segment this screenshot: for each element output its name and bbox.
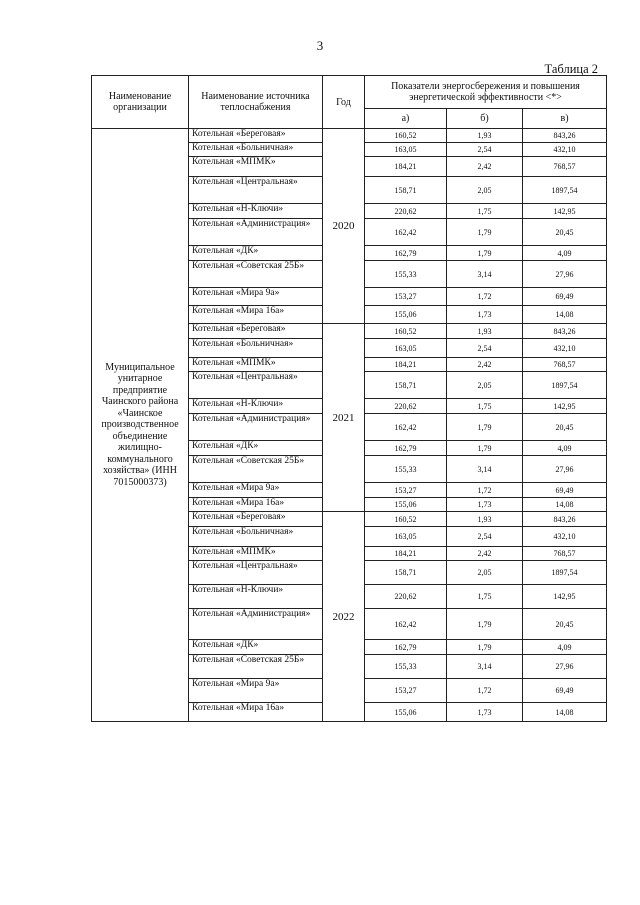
heat-source-name: Котельная «Мира 16а» xyxy=(189,306,323,324)
indicator-value-b: 3,14 xyxy=(447,261,523,288)
indicator-value-c: 1897,54 xyxy=(523,372,607,399)
indicator-value-c: 142,95 xyxy=(523,204,607,219)
indicator-value-a: 160,52 xyxy=(365,512,447,527)
indicator-value-b: 2,54 xyxy=(447,143,523,157)
indicator-value-a: 184,21 xyxy=(365,547,447,561)
indicator-value-c: 432,10 xyxy=(523,339,607,358)
indicator-value-a: 155,06 xyxy=(365,498,447,512)
heat-source-name: Котельная «Советская 25Б» xyxy=(189,261,323,288)
indicator-value-c: 432,10 xyxy=(523,143,607,157)
indicator-value-c: 142,95 xyxy=(523,399,607,414)
indicator-value-c: 768,57 xyxy=(523,157,607,177)
heat-source-name: Котельная «Администрация» xyxy=(189,414,323,441)
indicator-value-a: 155,33 xyxy=(365,655,447,679)
indicator-value-b: 1,79 xyxy=(447,640,523,655)
indicator-value-a: 155,06 xyxy=(365,703,447,722)
indicator-value-b: 2,05 xyxy=(447,177,523,204)
indicator-value-b: 2,42 xyxy=(447,358,523,372)
indicator-value-c: 142,95 xyxy=(523,585,607,609)
indicator-value-a: 163,05 xyxy=(365,527,447,547)
indicator-value-c: 27,96 xyxy=(523,456,607,483)
indicator-value-b: 1,75 xyxy=(447,399,523,414)
heat-source-name: Котельная «ДК» xyxy=(189,441,323,456)
heat-source-name: Котельная «Советская 25Б» xyxy=(189,456,323,483)
indicator-value-c: 843,26 xyxy=(523,324,607,339)
heat-source-name: Котельная «Советская 25Б» xyxy=(189,655,323,679)
indicator-value-b: 1,93 xyxy=(447,324,523,339)
indicator-value-c: 768,57 xyxy=(523,547,607,561)
heat-source-name: Котельная «Мира 16а» xyxy=(189,498,323,512)
indicator-value-a: 153,27 xyxy=(365,288,447,306)
heat-source-name: Котельная «Береговая» xyxy=(189,324,323,339)
heat-source-name: Котельная «Администрация» xyxy=(189,219,323,246)
indicator-value-c: 843,26 xyxy=(523,129,607,143)
indicator-value-b: 2,54 xyxy=(447,527,523,547)
indicator-value-c: 4,09 xyxy=(523,246,607,261)
heat-source-name: Котельная «Центральная» xyxy=(189,177,323,204)
table-caption: Таблица 2 xyxy=(544,62,598,76)
indicator-value-b: 1,93 xyxy=(447,512,523,527)
heat-source-name: Котельная «ДК» xyxy=(189,640,323,655)
table-row xyxy=(92,129,607,143)
heat-source-name: Котельная «МПМК» xyxy=(189,358,323,372)
indicator-value-b: 1,75 xyxy=(447,204,523,219)
header-year: Год xyxy=(323,76,365,129)
indicator-value-c: 20,45 xyxy=(523,219,607,246)
indicator-value-a: 162,42 xyxy=(365,219,447,246)
table-body xyxy=(92,129,607,722)
indicator-value-c: 4,09 xyxy=(523,640,607,655)
heat-source-name: Котельная «Мира 9а» xyxy=(189,483,323,498)
header-col-b: б) xyxy=(447,109,523,129)
indicator-value-c: 20,45 xyxy=(523,609,607,640)
organization-cell: Муниципальное унитарное предприятие Чаинского района «Чаинское производственное объединение жилищно-коммунального хозяйства» (ИНН 7015000373) xyxy=(92,129,189,722)
heat-source-name: Котельная «МПМК» xyxy=(189,157,323,177)
heat-source-name: Котельная «Больничная» xyxy=(189,527,323,547)
year-cell: 2022 xyxy=(323,512,365,722)
indicator-value-a: 155,06 xyxy=(365,306,447,324)
indicator-value-a: 220,62 xyxy=(365,399,447,414)
heat-source-name: Котельная «Береговая» xyxy=(189,129,323,143)
indicator-value-c: 69,49 xyxy=(523,679,607,703)
heat-source-name: Котельная «ДК» xyxy=(189,246,323,261)
indicator-value-a: 162,79 xyxy=(365,246,447,261)
indicator-value-b: 3,14 xyxy=(447,456,523,483)
header-col-a: а) xyxy=(365,109,447,129)
heat-source-name: Котельная «Больничная» xyxy=(189,339,323,358)
indicator-value-a: 160,52 xyxy=(365,324,447,339)
heat-source-name: Котельная «Мира 9а» xyxy=(189,679,323,703)
indicator-value-c: 20,45 xyxy=(523,414,607,441)
indicator-value-a: 184,21 xyxy=(365,358,447,372)
indicator-value-a: 162,42 xyxy=(365,609,447,640)
heat-source-name: Котельная «Больничная» xyxy=(189,143,323,157)
header-col-c: в) xyxy=(523,109,607,129)
indicator-value-b: 2,42 xyxy=(447,547,523,561)
indicator-value-c: 843,26 xyxy=(523,512,607,527)
indicator-value-b: 2,05 xyxy=(447,372,523,399)
heat-source-name: Котельная «Центральная» xyxy=(189,372,323,399)
heat-source-name: Котельная «Н-Ключи» xyxy=(189,204,323,219)
indicator-value-c: 69,49 xyxy=(523,483,607,498)
year-cell: 2021 xyxy=(323,324,365,512)
indicator-value-b: 2,05 xyxy=(447,561,523,585)
heat-source-name: Котельная «Мира 9а» xyxy=(189,288,323,306)
indicator-value-a: 153,27 xyxy=(365,679,447,703)
indicator-value-c: 27,96 xyxy=(523,261,607,288)
indicator-value-c: 27,96 xyxy=(523,655,607,679)
indicator-value-b: 1,73 xyxy=(447,703,523,722)
indicator-value-a: 162,42 xyxy=(365,414,447,441)
heat-source-name: Котельная «Н-Ключи» xyxy=(189,399,323,414)
indicator-value-b: 3,14 xyxy=(447,655,523,679)
page-number: 3 xyxy=(316,38,324,53)
heat-source-name: Котельная «Береговая» xyxy=(189,512,323,527)
indicator-value-b: 1,79 xyxy=(447,219,523,246)
indicator-value-a: 158,71 xyxy=(365,372,447,399)
heat-source-name: Котельная «Н-Ключи» xyxy=(189,585,323,609)
header-organization: Наименование организации xyxy=(92,76,189,129)
indicator-value-c: 14,08 xyxy=(523,306,607,324)
indicator-value-b: 2,42 xyxy=(447,157,523,177)
header-indicators: Показатели энергосбережения и повышения энергетической эффективности <*> xyxy=(365,76,607,109)
heat-source-name: Котельная «Центральная» xyxy=(189,561,323,585)
indicator-value-b: 2,54 xyxy=(447,339,523,358)
indicator-value-a: 220,62 xyxy=(365,585,447,609)
indicator-value-c: 1897,54 xyxy=(523,561,607,585)
indicator-value-b: 1,79 xyxy=(447,246,523,261)
indicator-value-b: 1,73 xyxy=(447,306,523,324)
indicator-value-b: 1,72 xyxy=(447,288,523,306)
header-heat-source: Наименование источника теплоснабжения xyxy=(189,76,323,129)
indicator-value-a: 163,05 xyxy=(365,143,447,157)
indicator-value-a: 158,71 xyxy=(365,561,447,585)
indicator-value-b: 1,72 xyxy=(447,483,523,498)
year-cell: 2020 xyxy=(323,129,365,324)
indicator-value-a: 155,33 xyxy=(365,456,447,483)
indicator-value-b: 1,79 xyxy=(447,441,523,456)
indicator-value-c: 1897,54 xyxy=(523,177,607,204)
indicator-value-a: 153,27 xyxy=(365,483,447,498)
indicator-value-a: 158,71 xyxy=(365,177,447,204)
indicator-value-a: 155,33 xyxy=(365,261,447,288)
indicator-value-b: 1,75 xyxy=(447,585,523,609)
indicator-value-a: 162,79 xyxy=(365,640,447,655)
indicator-value-b: 1,79 xyxy=(447,414,523,441)
indicator-value-a: 220,62 xyxy=(365,204,447,219)
indicator-value-a: 184,21 xyxy=(365,157,447,177)
indicator-value-c: 432,10 xyxy=(523,527,607,547)
indicator-value-b: 1,79 xyxy=(447,609,523,640)
indicator-value-c: 768,57 xyxy=(523,358,607,372)
indicator-value-b: 1,93 xyxy=(447,129,523,143)
indicator-value-c: 4,09 xyxy=(523,441,607,456)
indicator-value-c: 14,08 xyxy=(523,498,607,512)
indicator-value-c: 14,08 xyxy=(523,703,607,722)
indicator-value-a: 163,05 xyxy=(365,339,447,358)
heat-source-name: Котельная «МПМК» xyxy=(189,547,323,561)
indicator-value-b: 1,72 xyxy=(447,679,523,703)
heat-source-name: Котельная «Администрация» xyxy=(189,609,323,640)
heat-source-name: Котельная «Мира 16а» xyxy=(189,703,323,722)
indicator-value-a: 162,79 xyxy=(365,441,447,456)
indicator-value-c: 69,49 xyxy=(523,288,607,306)
indicator-value-b: 1,73 xyxy=(447,498,523,512)
energy-efficiency-table xyxy=(91,75,607,722)
indicator-value-a: 160,52 xyxy=(365,129,447,143)
